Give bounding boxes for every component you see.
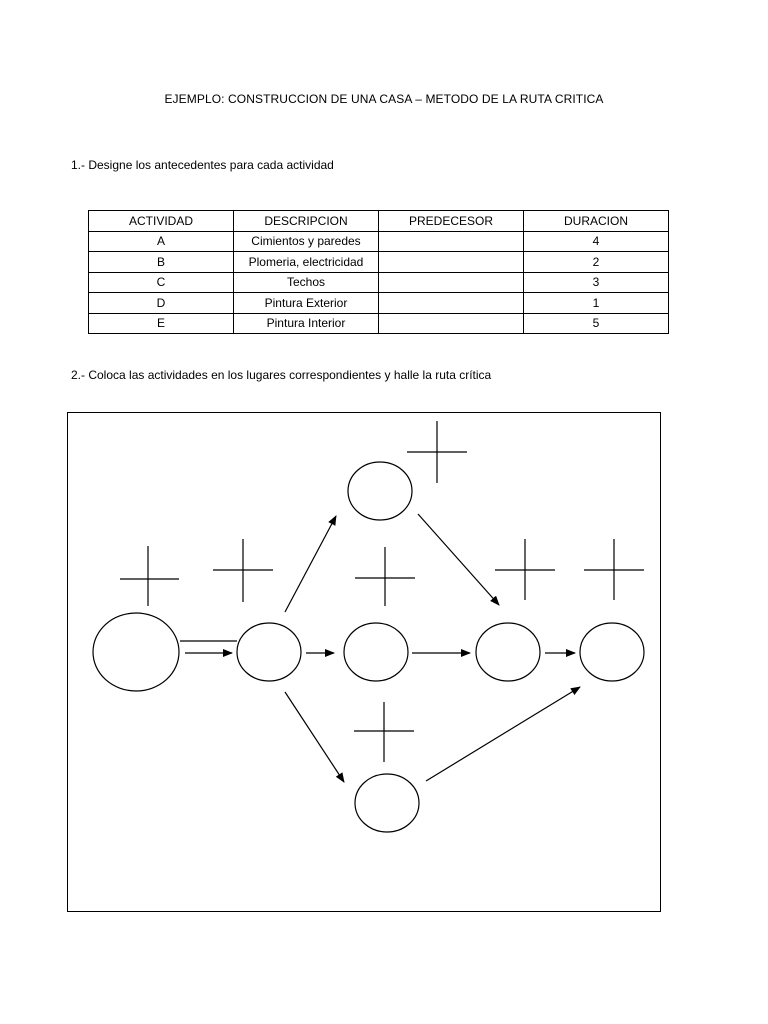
cell-actividad: A [89,231,234,252]
cell-duracion: 1 [524,293,669,314]
cell-actividad: E [89,313,234,334]
cell-duracion: 4 [524,231,669,252]
network-diagram-frame [67,412,661,912]
cell-predecesor[interactable] [379,293,524,314]
cell-duracion: 3 [524,272,669,293]
header-descripcion: DESCRIPCION [234,211,379,232]
section-2-heading: 2.- Coloca las actividades en los lugares correspondientes y halle la ruta crítica [71,368,492,382]
cell-duracion: 2 [524,252,669,273]
cell-actividad: B [89,252,234,273]
cell-predecesor[interactable] [379,231,524,252]
document-title: EJEMPLO: CONSTRUCCION DE UNA CASA – METODO DE LA RUTA CRITICA [164,92,604,106]
cell-actividad: D [89,293,234,314]
table-row [89,293,669,314]
cell-predecesor[interactable] [379,272,524,293]
cell-descripcion: Plomeria, electricidad [234,252,379,273]
cell-descripcion: Techos [234,272,379,293]
cell-duracion: 5 [524,313,669,334]
section-1-heading: 1.- Designe los antecedentes para cada actividad [71,158,334,172]
table-row [89,231,669,252]
cell-descripcion: Pintura Exterior [234,293,379,314]
cell-descripcion: Cimientos y paredes [234,231,379,252]
cell-predecesor[interactable] [379,313,524,334]
table-row [89,252,669,273]
activity-table [88,210,669,334]
cell-predecesor[interactable] [379,252,524,273]
table-header-row [89,211,669,232]
header-actividad: ACTIVIDAD [89,211,234,232]
table-row [89,313,669,334]
header-predecesor: PREDECESOR [379,211,524,232]
header-duracion: DURACION [524,211,669,232]
cell-descripcion: Pintura Interior [234,313,379,334]
table-row [89,272,669,293]
cell-actividad: C [89,272,234,293]
